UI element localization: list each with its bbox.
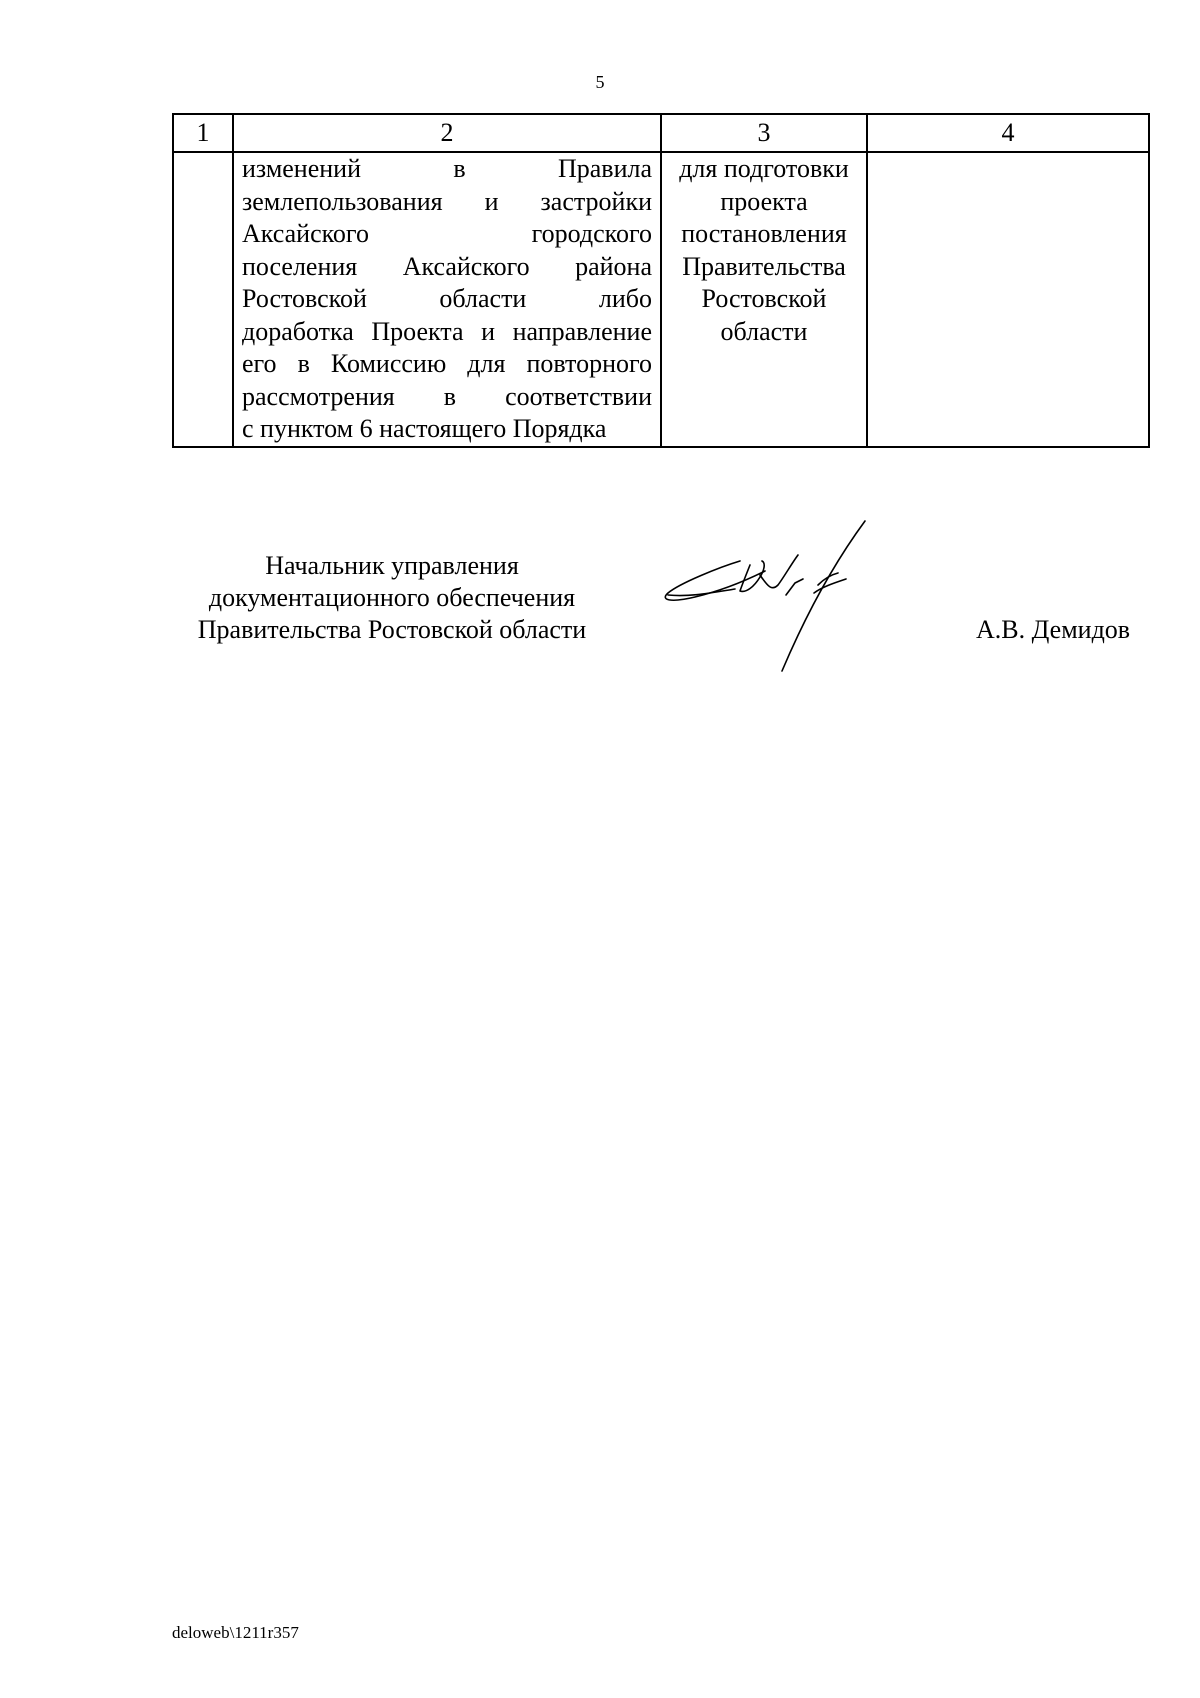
table-cell-basis	[661, 152, 867, 447]
table-header-cell-3: 3	[661, 114, 867, 152]
description-line: изменений в Правила	[242, 154, 652, 183]
signer-position-line: Начальник управления	[265, 551, 519, 580]
signer-position-line: Правительства Ростовской области	[197, 615, 587, 644]
document-code: deloweb\1211r357	[172, 1623, 299, 1642]
signer-position-line: документационного обеспечения	[208, 583, 576, 612]
document-table	[172, 113, 1150, 448]
description-line: рассмотрения в соответствии	[242, 381, 652, 411]
description-line: поселения Аксайского района	[242, 251, 652, 281]
basis-line: Ростовской	[701, 284, 827, 313]
description-line: Аксайского городского	[242, 219, 652, 248]
page-number: 5	[595, 72, 605, 92]
table-cell-empty	[867, 152, 1149, 447]
description-line: доработка Проекта и направление	[242, 316, 652, 346]
description-line: Ростовской области либо	[242, 284, 652, 313]
basis-line: постановления	[681, 219, 847, 248]
basis-line: проекта	[720, 186, 808, 216]
table-header-cell-4: 4	[867, 114, 1149, 152]
table-row	[173, 152, 1149, 447]
basis-line: для подготовки	[679, 154, 849, 183]
table-cell-description	[233, 152, 661, 447]
signer-position	[172, 550, 612, 646]
description-line: с пунктом 6 настоящего Порядка	[242, 414, 607, 443]
signer-name: А.В. Демидов	[976, 615, 1131, 644]
description-line: его в Комиссию для повторного	[242, 349, 652, 378]
handwritten-signature	[650, 515, 950, 675]
table-cell-number	[173, 152, 233, 447]
table-header-row	[173, 114, 1149, 152]
basis-line: области	[720, 316, 808, 346]
table-header-cell-2: 2	[233, 114, 661, 152]
table-header-cell-1: 1	[173, 114, 233, 152]
basis-line: Правительства	[682, 251, 846, 281]
description-line: землепользования и застройки	[242, 186, 652, 216]
